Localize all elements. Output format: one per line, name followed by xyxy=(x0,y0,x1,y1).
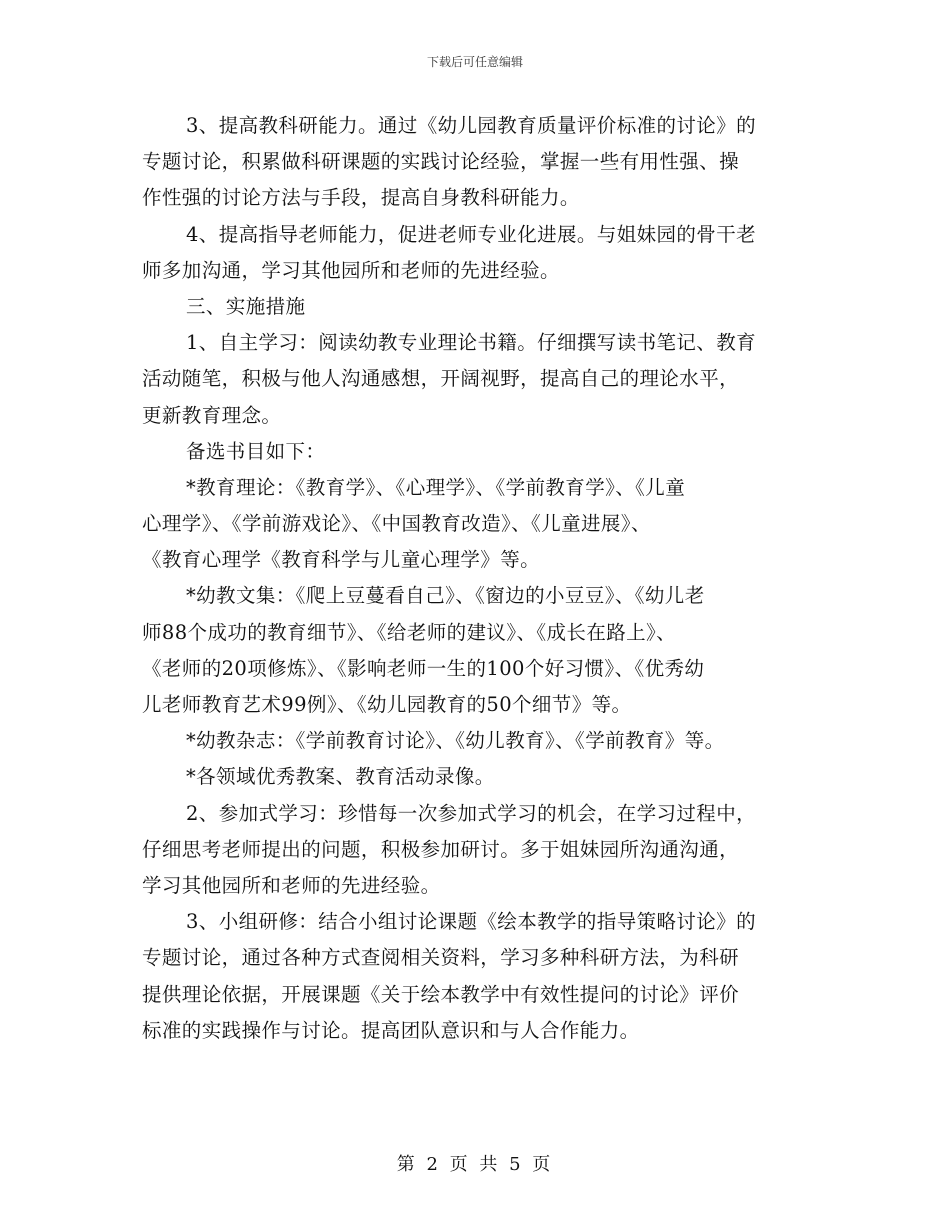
text-line: 学习其他园所和老师的先进经验。 xyxy=(142,873,441,897)
text-line: 师多加沟通，学习其他园所和老师的先进经验。 xyxy=(142,258,560,282)
text-line: 仔细思考老师提出的问题，积极参加研讨。多于姐妹园所沟通沟通， xyxy=(142,837,740,861)
text-line: 儿老师教育艺术99例》、《幼儿园教育的50个细节》等。 xyxy=(142,693,632,716)
text-line: 《教育心理学《教育科学与儿童心理学》等。 xyxy=(142,548,541,572)
text-line: 2、参加式学习：珍惜每一次参加式学习的机会，在学习过程中， xyxy=(186,801,757,825)
text-line: 备选书目如下： xyxy=(186,439,326,463)
text-line: *各领域优秀教案、教育活动录像。 xyxy=(186,765,495,789)
page-header: 下载后可任意编辑 xyxy=(426,55,523,69)
page-number: 第 2 页 共 5 页 xyxy=(396,1154,554,1175)
text-line: 作性强的讨论方法与手段，提高自身教科研能力。 xyxy=(142,186,580,210)
text-line: 4、提高指导老师能力，促进老师专业化进展。与姐妹园的骨干老 xyxy=(186,222,757,246)
text-line: *幼教杂志：《学前教育讨论》、《幼儿教育》、《学前教育》等。 xyxy=(186,729,725,753)
text-line: 提供理论依据，开展课题《关于绘本教学中有效性提问的讨论》评价 xyxy=(142,982,740,1006)
section-heading: 三、实施措施 xyxy=(186,294,306,318)
text-line: 师88个成功的教育细节》、《给老师的建议》、《成长在路上》、 xyxy=(142,620,677,644)
text-line: 心理学》、《学前游戏论》、《中国教育改造》、《儿童进展》、 xyxy=(142,512,651,536)
text-line: 专题讨论，积累做科研课题的实践讨论经验，掌握一些有用性强、操 xyxy=(142,150,740,174)
document-body xyxy=(142,108,832,1049)
text-line: 3、提高教科研能力。通过《幼儿园教育质量评价标准的讨论》的 xyxy=(186,114,757,137)
text-line: 《老师的20项修炼》、《影响老师一生的100个好习惯》、《优秀幼 xyxy=(142,656,705,680)
text-line: 活动随笔，积极与他人沟通感想，开阔视野，提高自己的理论水平， xyxy=(142,367,740,391)
text-line: 1、自主学习：阅读幼教专业理论书籍。仔细撰写读书笔记、教育 xyxy=(186,331,757,355)
text-line: 更新教育理念。 xyxy=(142,403,282,427)
text-line: *幼教文集：《爬上豆蔓看自己》、《窗边的小豆豆》、《幼儿老 xyxy=(186,584,705,608)
text-line: 专题讨论，通过各种方式查阅相关资料，学习多种科研方法，为科研 xyxy=(142,946,740,970)
text-line: 标准的实践操作与讨论。提高团队意识和与人合作能力。 xyxy=(142,1018,640,1042)
text-line: *教育理论：《教育学》、《心理学》、《学前教育学》、《儿童 xyxy=(186,475,686,499)
text-line: 3、小组研修：结合小组讨论课题《绘本教学的指导策略讨论》的 xyxy=(186,910,757,934)
